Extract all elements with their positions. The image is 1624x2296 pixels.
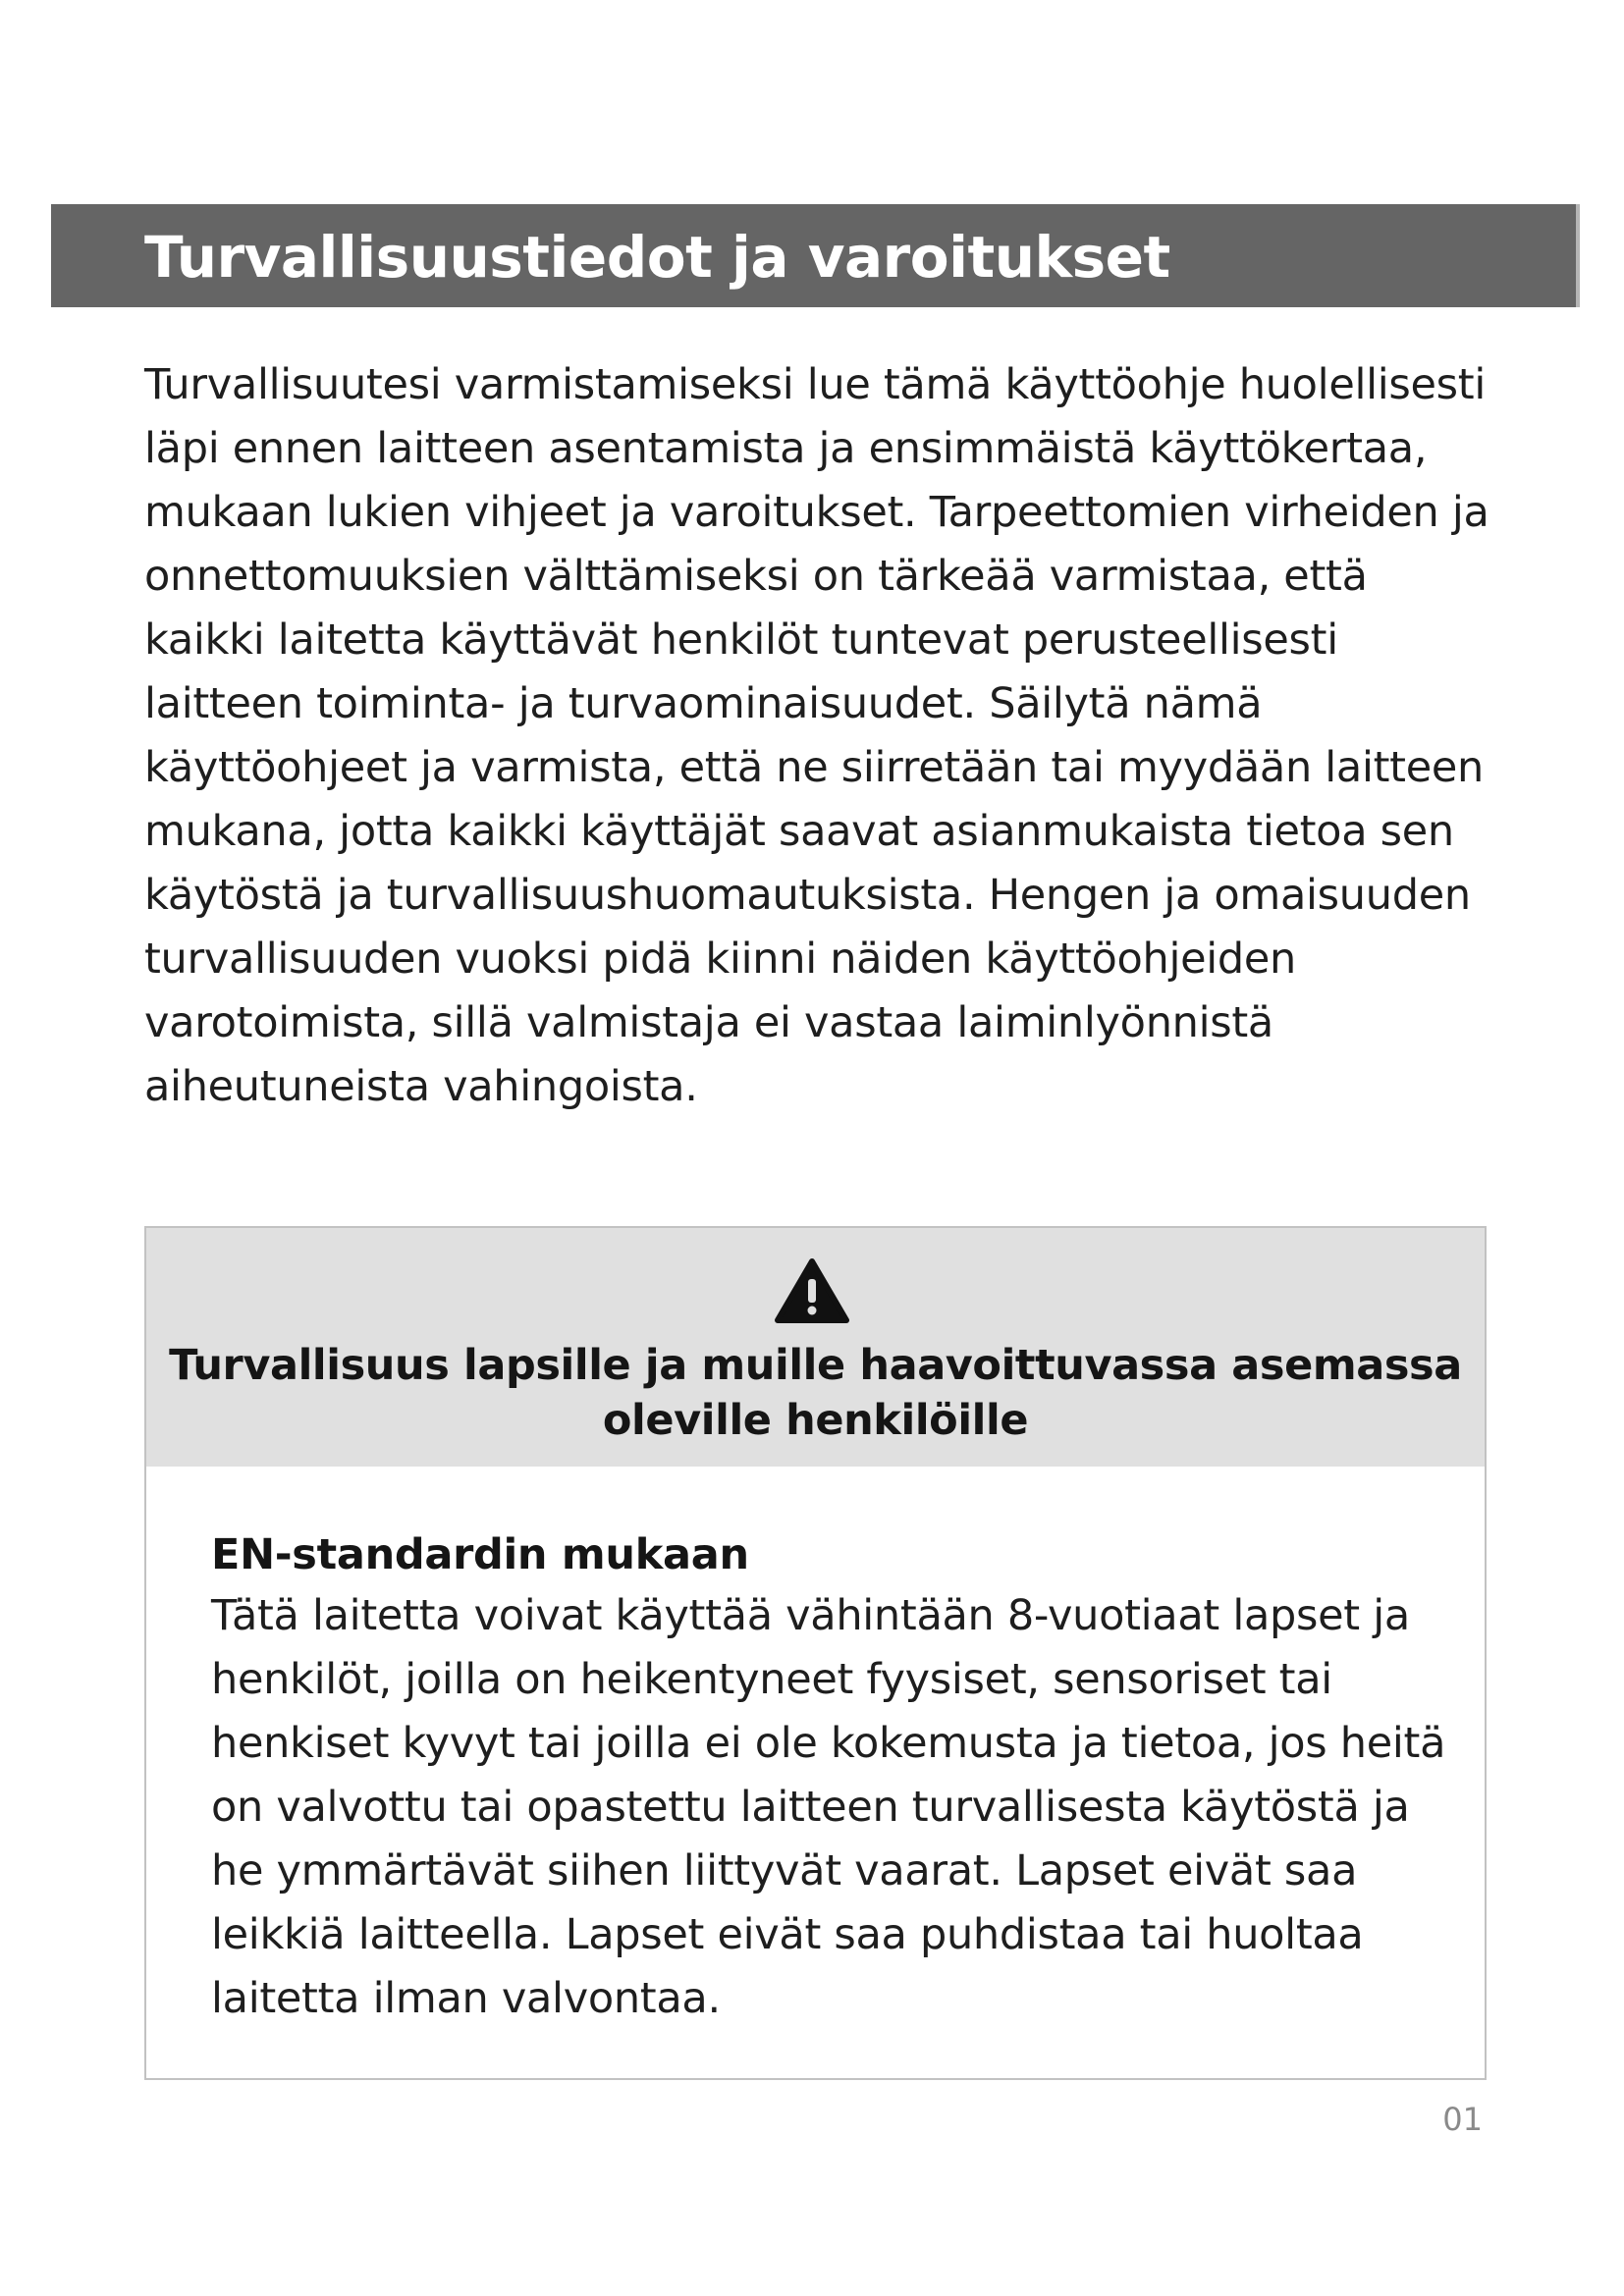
page-number: 01 xyxy=(1442,2101,1483,2138)
warning-box xyxy=(144,1226,1487,2080)
warning-header xyxy=(146,1228,1485,1467)
warning-subtitle: EN-standardin mukaan xyxy=(211,1530,749,1579)
warning-triangle-icon xyxy=(775,1257,849,1324)
warning-text: Tätä laitetta voivat käyttää vähintään 8-vuotiaat lapset ja henkilöt, joilla on heikentyneet fyysiset, sensoriset tai henkiset kyvyt tai joilla ei ole kokemusta ja tietoa, jos heitä on valvottu tai opastettu laitteen turvallisesta käytöstä ja he ymmärtävät siihen liittyvät vaarat. Lapset eivät saa leikkiä laitteella. Lapset eivät saa puhdistaa tai huoltaa laitetta ilman valvontaa. xyxy=(211,1591,1446,2023)
warning-title: Turvallisuus lapsille ja muille haavoittuvassa asemassa oleville henkilöille xyxy=(169,1341,1462,1445)
warning-body xyxy=(211,1525,1458,2031)
intro-paragraph: Turvallisuutesi varmistamiseksi lue tämä käyttöohje huolellisesti läpi ennen laitteen asentamista ja ensimmäistä käyttökertaa, mukaan lukien vihjeet ja varoitukset. Tarpeettomien virheiden ja onnettomuuksien välttämiseksi on tärkeää varmistaa, että kaikki laitetta käyttävät henkilöt tuntevat perusteellisesti laitteen toiminta- ja turvaominaisuudet. Säilytä nämä käyttöohjeet ja varmista, että ne siirretään tai myydään laitteen mukana, jotta kaikki käyttäjät saavat asianmukaista tietoa sen käytöstä ja turvallisuushuomautuksista. Hengen ja omaisuuden turvallisuuden vuoksi pidä kiinni näiden käyttöohjeiden varotoimista, sillä valmistaja ei vastaa laiminlyönnistä aiheutuneista vahingoista. xyxy=(144,360,1489,1111)
section-title-bar xyxy=(51,204,1580,307)
page-title: Turvallisuustiedot ja varoitukset xyxy=(144,224,1170,291)
